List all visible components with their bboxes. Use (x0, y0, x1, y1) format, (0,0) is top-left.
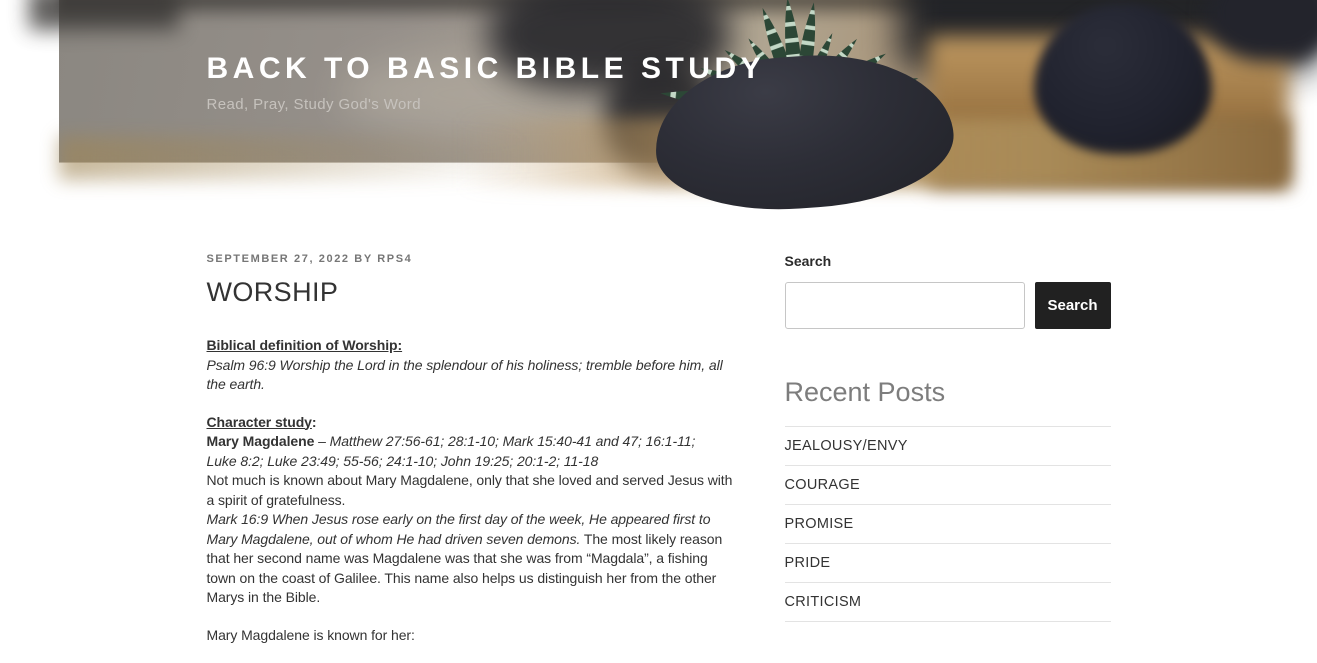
site-title[interactable]: BACK TO BASIC BIBLE STUDY (207, 52, 766, 85)
recent-post-item[interactable]: PROMISE (785, 505, 1111, 544)
recent-post-item[interactable]: CRITICISM (785, 583, 1111, 622)
recent-posts-heading: Recent Posts (785, 379, 1111, 406)
text-segment: Character study (207, 414, 312, 430)
search-label: Search (785, 253, 1111, 269)
site-branding (207, 52, 766, 113)
text-segment: Luke 8:2; Luke 23:49; 55-56; 24:1-10; John 19:25; 20:1-2; 11-18 (207, 453, 599, 469)
text-segment: Biblical definition of Worship: (207, 337, 403, 353)
search-widget (785, 253, 1111, 329)
text-segment: Psalm 96:9 Worship the Lord in the splendour of his holiness; tremble before him, all the earth. (207, 357, 723, 393)
recent-post-item[interactable]: COURAGE (785, 466, 1111, 505)
header-dark-corner (29, 0, 179, 30)
search-button[interactable]: Search (1035, 282, 1111, 329)
text-segment: Mary Magdalene (207, 433, 315, 449)
text-segment: Mary Magdalene is known for her: (207, 627, 415, 643)
text-segment: : (312, 414, 317, 430)
background-pot (1034, 4, 1212, 154)
content-area (59, 163, 1259, 663)
wooden-table-reflection (59, 136, 529, 180)
search-form (785, 282, 1111, 329)
text-segment: – (314, 433, 329, 449)
paragraph (207, 626, 737, 646)
recent-post-item[interactable]: JEALOUSY/ENVY (785, 427, 1111, 466)
text-segment: Mark 16:9 When Jesus rose early on the first day of the week, He appeared first to Mary Magdalene, out of whom He had driven seven demons. (207, 511, 711, 547)
search-input[interactable] (785, 282, 1025, 329)
site-tagline: Read, Pray, Study God's Word (207, 96, 766, 113)
text-segment: Matthew 27:56-61; 28:1-10; Mark 15:40-41 and 47; 16:1-11; (330, 433, 696, 449)
post-author-link[interactable]: RPS4 (377, 253, 412, 265)
recent-post-item[interactable]: PRIDE (785, 544, 1111, 583)
site-header (59, 0, 1259, 163)
paragraph (207, 413, 737, 608)
post-article (207, 253, 737, 663)
recent-posts-list (785, 426, 1111, 622)
text-segment: The most likely reason that her second name was Magdalene was that she was from “Magdala”, a fishing town on the coast of Galilee. This name also helps us distinguish her from the other Marys in the Bible. (207, 531, 723, 606)
post-meta (207, 253, 737, 265)
post-byline-label: BY (354, 253, 372, 265)
recent-posts-widget (785, 379, 1111, 622)
paragraph (207, 336, 737, 395)
post-date-link[interactable]: SEPTEMBER 27, 2022 (207, 253, 350, 265)
post-body (207, 336, 737, 645)
text-segment: Not much is known about Mary Magdalene, only that she loved and served Jesus with a spirit of gratefulness. (207, 472, 733, 508)
sidebar (785, 253, 1111, 663)
post-title: WORSHIP (207, 279, 737, 306)
page (59, 0, 1259, 628)
